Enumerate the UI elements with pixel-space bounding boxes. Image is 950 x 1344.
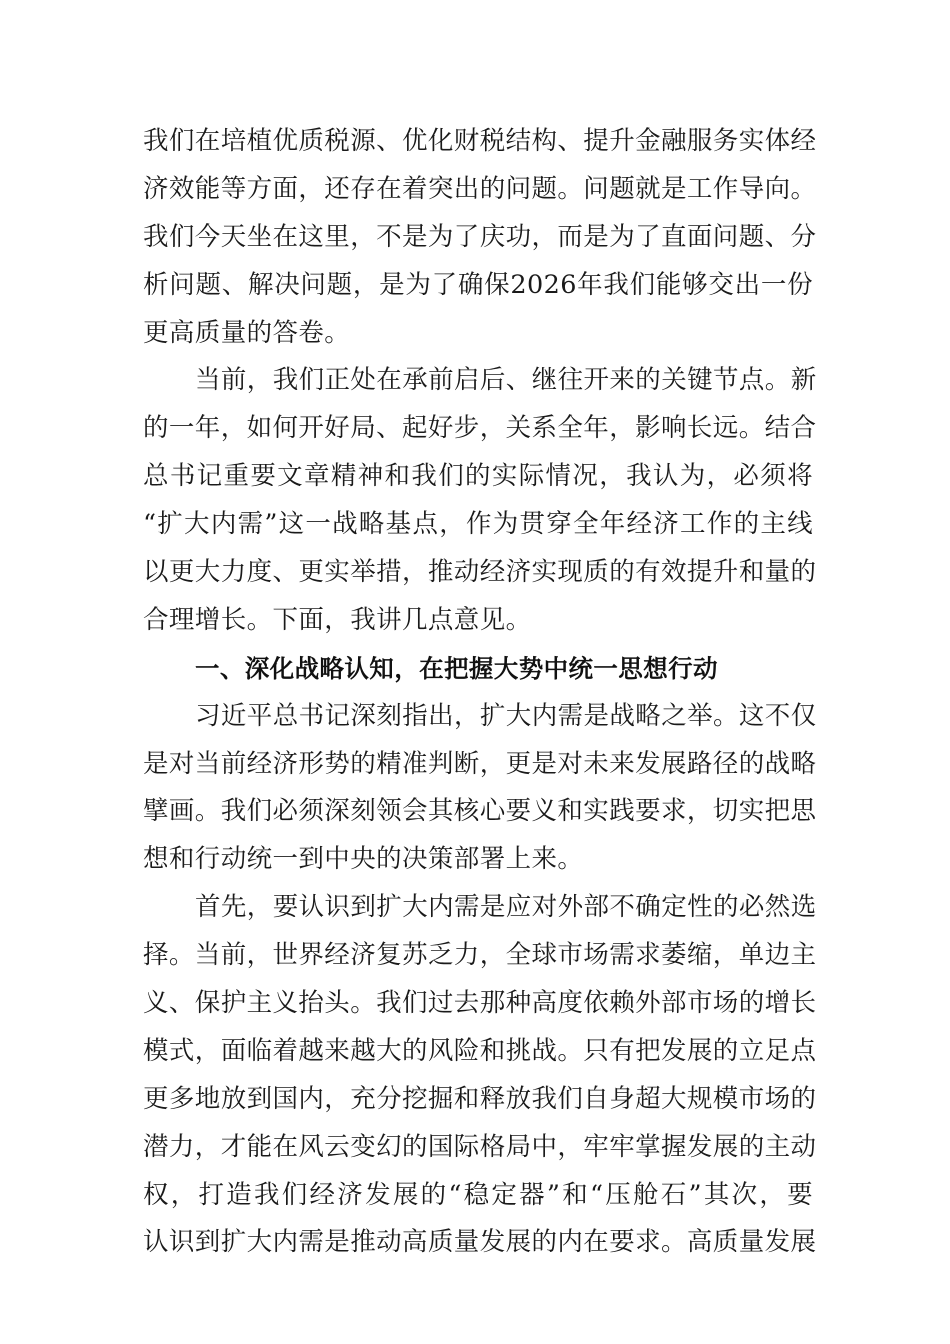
text-line: 择。当前，世界经济复苏乏力，全球市场需求萎缩，单边主 (143, 940, 817, 971)
text-line: 潜力，才能在风云变幻的国际格局中，牢牢掌握发展的主动 (143, 1131, 817, 1162)
text-line: 模式，面临着越来越大的风险和挑战。只有把发展的立足点 (143, 1035, 817, 1066)
text-line: 擘画。我们必须深刻领会其核心要义和实践要求，切实把思 (143, 796, 817, 827)
paragraph-1 (143, 118, 817, 357)
text-line: 以更大力度、更实举措，推动经济实现质的有效提升和量的 (143, 557, 817, 588)
text-line: 更高质量的答卷。 (143, 317, 351, 348)
text-line: 义、保护主义抬头。我们过去那种高度依赖外部市场的增长 (143, 988, 817, 1019)
paragraph-2 (143, 357, 817, 644)
text-line: 当前，我们正处在承前启后、继往开来的关键节点。新 (195, 365, 817, 396)
text-line: 我们在培植优质税源、优化财税结构、提升金融服务实体经 (143, 126, 817, 156)
paragraph-4 (143, 884, 817, 1267)
text-line: 的一年，如何开好局、起好步，关系全年，影响长远。结合 (143, 413, 817, 444)
text-line: 总书记重要文章精神和我们的实际情况，我认为，必须将 (143, 461, 813, 492)
document-body (143, 118, 817, 1267)
text-line: 权，打造我们经济发展的“稳定器”和“压舱石”其次，要 (143, 1179, 813, 1210)
text-line: 更多地放到国内，充分挖掘和释放我们自身超大规模市场的 (143, 1083, 817, 1114)
text-line: 首先，要认识到扩大内需是应对外部不确定性的必然选 (195, 892, 817, 923)
text-line: 析问题、解决问题，是为了确保2026年我们能够交出一份 (143, 269, 813, 300)
text-line: 济效能等方面，还存在着突出的问题。问题就是工作导向。 (143, 173, 817, 204)
paragraph-3 (143, 693, 817, 885)
text-line: 想和行动统一到中央的决策部署上来。 (143, 844, 584, 875)
text-line: 认识到扩大内需是推动高质量发展的内在要求。高质量发展 (143, 1227, 817, 1258)
text-line: 是对当前经济形势的精准判断，更是对未来发展路径的战略 (143, 748, 817, 779)
section-heading: 一、深化战略认知，在把握大势中统一思想行动 (195, 653, 718, 683)
text-line: 我们今天坐在这里，不是为了庆功，而是为了直面问题、分 (143, 221, 817, 252)
text-line: 合理增长。下面，我讲几点意见。 (143, 604, 532, 635)
text-line: “扩大内需”这一战略基点，作为贯穿全年经济工作的主线 (143, 509, 813, 540)
text-line: 习近平总书记深刻指出，扩大内需是战略之举。这不仅 (195, 700, 817, 731)
